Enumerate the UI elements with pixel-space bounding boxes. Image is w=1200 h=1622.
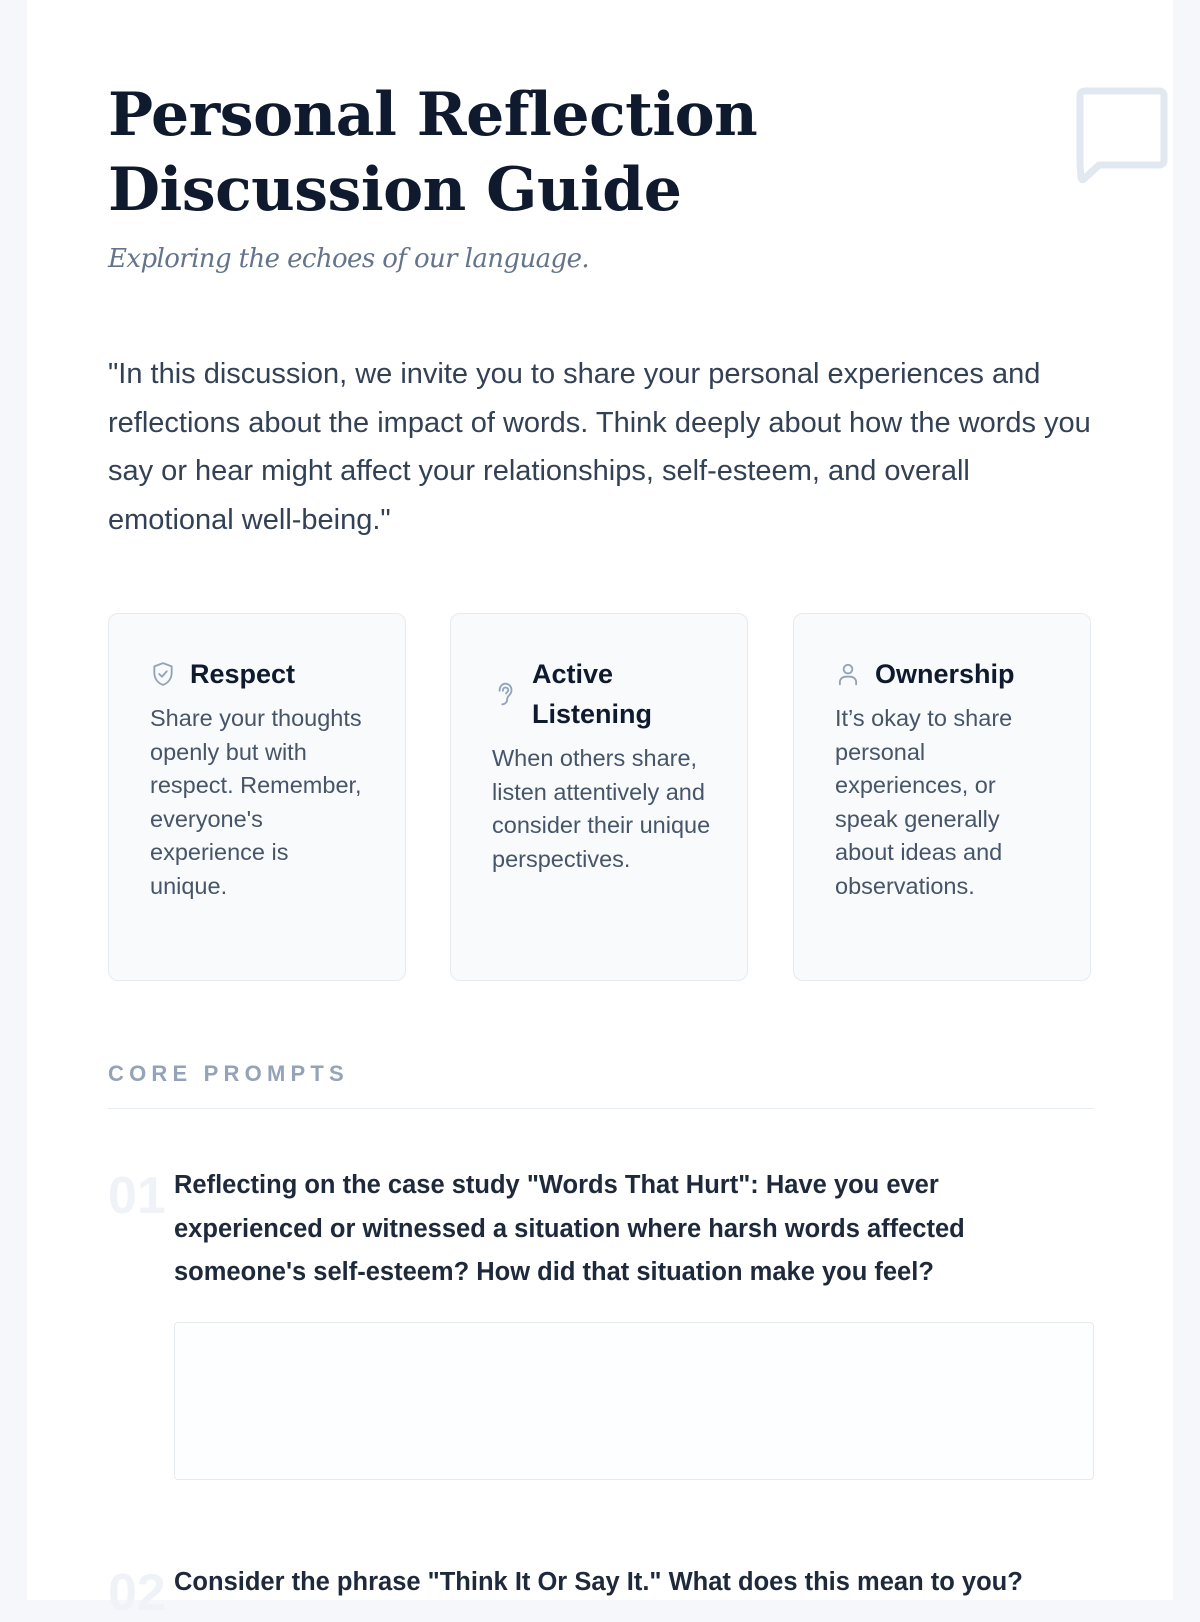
guideline-card-active-listening [450,613,748,981]
card-title: Respect [190,659,296,689]
section-heading: CORE PROMPTS [108,1061,349,1086]
person-icon [835,661,861,687]
page-subtitle: Exploring the echoes of our language. [108,244,590,274]
card-header [835,654,1075,903]
card-title: Ownership [875,659,1015,689]
guideline-card-ownership [793,613,1091,981]
prompt-number: 02 [108,1564,166,1622]
page [27,0,1173,1622]
prompt-number: 01 [108,1167,166,1225]
section-divider [108,1108,1094,1109]
card-body: When others share, listen attentively and consider their unique perspectives. [492,745,711,872]
card-title: Active Listening [532,659,652,729]
card-body: Share your thoughts openly but with respect. Remember, everyone's experience is unique. [150,705,362,899]
intro-quote: "In this discussion, we invite you to share your personal experiences and reflections about the impact of words. Think deeply about how the words you say or hear might affect your relationships, self-esteem, and overall emotional well-being." [108,358,1091,536]
card-header [150,654,390,903]
prompt-text: Reflecting on the case study "Words That Hurt": Have you ever experienced or witnessed a situation where harsh words affected someone's self-esteem? How did that situation make you feel? [174,1171,965,1286]
guideline-card-respect [108,613,406,981]
response-textarea[interactable] [174,1322,1094,1480]
card-body: It’s okay to share personal experiences, or speak generally about ideas and observations. [835,705,1013,899]
chat-bubble-icon [1072,86,1182,186]
card-header [492,654,732,876]
page-title: Personal Reflection Discussion Guide [108,80,758,225]
shield-check-icon [150,661,176,687]
ear-icon [492,681,518,707]
prompt-text: Consider the phrase "Think It Or Say It." What does this mean to you? [174,1568,1023,1596]
